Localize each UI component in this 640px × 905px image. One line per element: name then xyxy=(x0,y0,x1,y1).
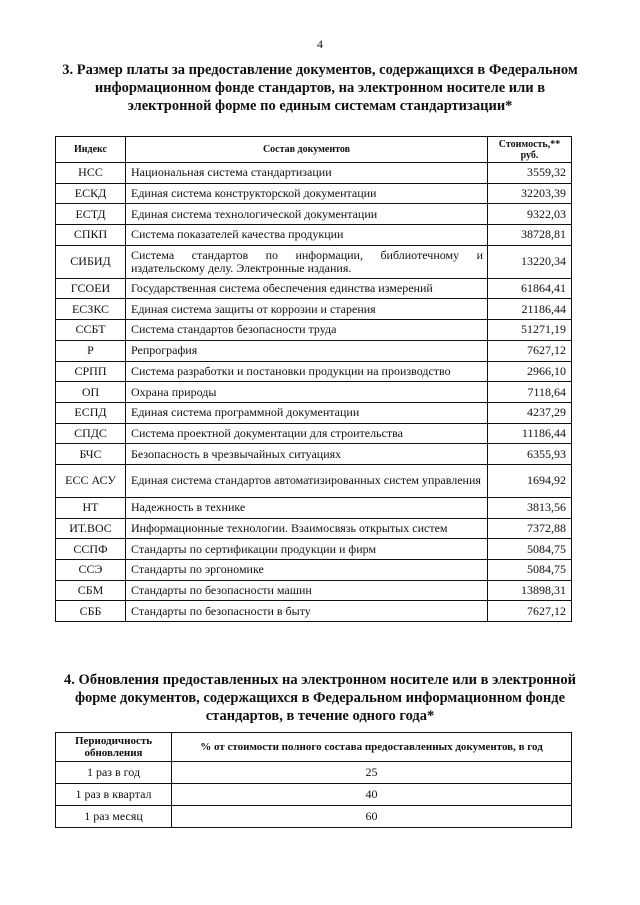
table-row xyxy=(56,444,572,465)
table-row xyxy=(56,762,572,784)
header-periodicity: Периодичность обновления xyxy=(56,733,172,762)
cell-periodicity: 1 раз в квартал xyxy=(56,784,172,806)
cell-price: 1694,92 xyxy=(488,464,572,497)
header-price: Стоимость,** руб. xyxy=(488,137,572,163)
table-header-row xyxy=(56,733,572,762)
section-4-title: 4. Обновления предоставленных на электронном носителе или в электронной форме документов, содержащихся в Федеральном информационном фонде стандартов, в течение одного года* xyxy=(64,672,576,724)
cell-price: 2966,10 xyxy=(488,361,572,382)
cell-composition: Надежность в технике xyxy=(126,497,488,518)
table-row xyxy=(56,601,572,622)
section-3-title: 3. Размер платы за предоставление документов, содержащихся в Федеральном информационном фонде стандартов, на электронном носителе или в электронной форме по единым системам стандартизации* xyxy=(62,62,578,114)
cell-index: СПКП xyxy=(56,225,126,246)
cell-price: 13898,31 xyxy=(488,580,572,601)
cell-index: Р xyxy=(56,340,126,361)
cell-price: 7118,64 xyxy=(488,382,572,403)
cell-composition: Система стандартов по информации, библиотечному и издательскому делу. Электронные издания. xyxy=(126,245,488,278)
cell-composition: Стандарты по эргономике xyxy=(126,560,488,581)
table-row xyxy=(56,402,572,423)
table-header-row xyxy=(56,137,572,163)
update-percent-table xyxy=(55,732,572,828)
table-row xyxy=(56,299,572,320)
table-row xyxy=(56,518,572,539)
table-row xyxy=(56,340,572,361)
cell-index: СРПП xyxy=(56,361,126,382)
table-row xyxy=(56,183,572,204)
table-row xyxy=(56,784,572,806)
cell-composition: Стандарты по безопасности машин xyxy=(126,580,488,601)
cell-index: ССПФ xyxy=(56,539,126,560)
cell-price: 51271,19 xyxy=(488,320,572,341)
table-row xyxy=(56,225,572,246)
cell-composition: Государственная система обеспечения единства измерений xyxy=(126,278,488,299)
header-index: Индекс xyxy=(56,137,126,163)
cell-periodicity: 1 раз месяц xyxy=(56,806,172,828)
table-row xyxy=(56,497,572,518)
cell-price: 3559,32 xyxy=(488,163,572,184)
cell-composition: Национальная система стандартизации xyxy=(126,163,488,184)
cell-price: 13220,34 xyxy=(488,245,572,278)
cell-index: НСС xyxy=(56,163,126,184)
cell-composition: Стандарты по сертификации продукции и фирм xyxy=(126,539,488,560)
table-row xyxy=(56,382,572,403)
header-composition: Состав документов xyxy=(126,137,488,163)
cell-index: ССБТ xyxy=(56,320,126,341)
cell-price: 61864,41 xyxy=(488,278,572,299)
cell-composition: Безопасность в чрезвычайных ситуациях xyxy=(126,444,488,465)
cell-periodicity: 1 раз в год xyxy=(56,762,172,784)
cell-price: 3813,56 xyxy=(488,497,572,518)
cell-composition: Единая система программной документации xyxy=(126,402,488,423)
cell-composition: Репрография xyxy=(126,340,488,361)
cell-price: 7627,12 xyxy=(488,340,572,361)
cell-index: ЕСЗКС xyxy=(56,299,126,320)
cell-price: 7627,12 xyxy=(488,601,572,622)
table-row xyxy=(56,580,572,601)
header-percent: % от стоимости полного состава предоставленных документов, в год xyxy=(172,733,572,762)
cell-index: СПДС xyxy=(56,423,126,444)
cell-price: 21186,44 xyxy=(488,299,572,320)
cell-price: 9322,03 xyxy=(488,204,572,225)
cell-price: 38728,81 xyxy=(488,225,572,246)
cell-price: 6355,93 xyxy=(488,444,572,465)
table-row xyxy=(56,278,572,299)
cell-price: 5084,75 xyxy=(488,539,572,560)
table-row xyxy=(56,464,572,497)
cell-index: ИТ.ВОС xyxy=(56,518,126,539)
standards-price-table xyxy=(55,136,572,622)
cell-composition: Система показателей качества продукции xyxy=(126,225,488,246)
table-row xyxy=(56,806,572,828)
cell-index: СБМ xyxy=(56,580,126,601)
cell-composition: Информационные технологии. Взаимосвязь открытых систем xyxy=(126,518,488,539)
cell-index: БЧС xyxy=(56,444,126,465)
cell-index: СББ xyxy=(56,601,126,622)
cell-composition: Единая система защиты от коррозии и старения xyxy=(126,299,488,320)
cell-price: 32203,39 xyxy=(488,183,572,204)
cell-percent: 25 xyxy=(172,762,572,784)
cell-index: ЕСПД xyxy=(56,402,126,423)
table-row xyxy=(56,423,572,444)
table-row xyxy=(56,245,572,278)
cell-composition: Система проектной документации для строительства xyxy=(126,423,488,444)
table-row xyxy=(56,361,572,382)
cell-price: 4237,29 xyxy=(488,402,572,423)
cell-index: ЕСКД xyxy=(56,183,126,204)
cell-index: СИБИД xyxy=(56,245,126,278)
cell-composition: Система стандартов безопасности труда xyxy=(126,320,488,341)
table-row xyxy=(56,204,572,225)
cell-index: ЕСТД xyxy=(56,204,126,225)
table-row xyxy=(56,539,572,560)
cell-percent: 40 xyxy=(172,784,572,806)
cell-index: НТ xyxy=(56,497,126,518)
cell-composition: Единая система конструкторской документации xyxy=(126,183,488,204)
cell-price: 11186,44 xyxy=(488,423,572,444)
page-number: 4 xyxy=(317,37,323,51)
cell-price: 7372,88 xyxy=(488,518,572,539)
cell-index: ЕСС АСУ xyxy=(56,464,126,497)
cell-composition: Охрана природы xyxy=(126,382,488,403)
table-row xyxy=(56,560,572,581)
table-row xyxy=(56,320,572,341)
table-row xyxy=(56,163,572,184)
cell-percent: 60 xyxy=(172,806,572,828)
cell-price: 5084,75 xyxy=(488,560,572,581)
cell-composition: Стандарты по безопасности в быту xyxy=(126,601,488,622)
cell-index: ОП xyxy=(56,382,126,403)
cell-composition: Система разработки и постановки продукции на производство xyxy=(126,361,488,382)
cell-index: ССЭ xyxy=(56,560,126,581)
cell-composition: Единая система технологической документации xyxy=(126,204,488,225)
cell-index: ГСОЕИ xyxy=(56,278,126,299)
cell-composition: Единая система стандартов автоматизированных систем управления xyxy=(126,464,488,497)
